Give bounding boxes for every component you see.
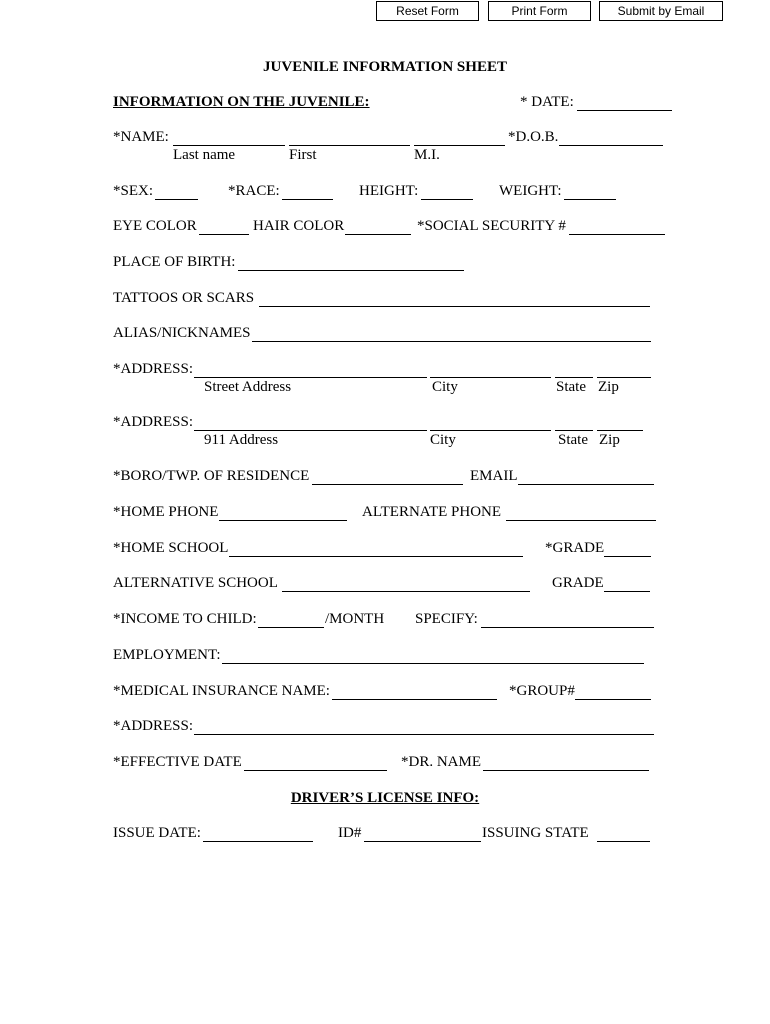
city-911-caption: City [430, 432, 456, 448]
eye-color-label: EYE COLOR [113, 218, 197, 234]
weight-label: WEIGHT: [499, 183, 562, 199]
section-header-juvenile: INFORMATION ON THE JUVENILE: [113, 94, 370, 110]
zip-911-field[interactable] [597, 414, 643, 431]
hair-color-label: HAIR COLOR [253, 218, 345, 234]
city-field[interactable] [430, 361, 551, 378]
dob-label: *D.O.B. [508, 129, 559, 145]
month-label: /MONTH [325, 611, 385, 627]
first-name-field[interactable] [289, 129, 410, 146]
last-name-caption: Last name [173, 147, 236, 163]
page-title: JUVENILE INFORMATION SHEET [263, 59, 507, 75]
issue-date-label: ISSUE DATE: [113, 825, 201, 841]
state-caption: State [556, 379, 586, 395]
issuing-state-field[interactable] [597, 825, 650, 842]
city-caption: City [432, 379, 458, 395]
insurance-name-label: *MEDICAL INSURANCE NAME: [113, 683, 330, 699]
sex-label: *SEX: [113, 183, 154, 199]
group-label: *GROUP# [509, 683, 575, 699]
income-label: *INCOME TO CHILD: [113, 611, 257, 627]
email-field[interactable] [518, 468, 654, 485]
street-address-field[interactable] [194, 361, 427, 378]
city-911-field[interactable] [430, 414, 551, 431]
home-phone-label: *HOME PHONE [113, 504, 219, 520]
id-field[interactable] [364, 825, 481, 842]
section-header-drivers-license: DRIVER’S LICENSE INFO: [290, 790, 480, 806]
name-label: *NAME: [113, 129, 169, 145]
ssn-field[interactable] [569, 218, 665, 235]
print-form-button[interactable]: Print Form [488, 1, 591, 21]
issue-date-field[interactable] [203, 825, 313, 842]
tattoos-label: TATTOOS OR SCARS [113, 290, 255, 306]
alternate-phone-label: ALTERNATE PHONE [362, 504, 502, 520]
group-field[interactable] [575, 683, 651, 700]
alternate-phone-field[interactable] [506, 504, 656, 521]
date-label: * DATE: [520, 94, 574, 110]
boro-field[interactable] [312, 468, 463, 485]
income-field[interactable] [258, 611, 324, 628]
home-phone-field[interactable] [219, 504, 347, 521]
dr-name-label: *DR. NAME [401, 754, 482, 770]
insurance-address-field[interactable] [194, 718, 654, 735]
race-field[interactable] [282, 183, 333, 200]
hair-color-field[interactable] [345, 218, 411, 235]
tattoos-field[interactable] [259, 290, 650, 307]
submit-by-email-button[interactable]: Submit by Email [599, 1, 723, 21]
911-address-field[interactable] [194, 414, 427, 431]
alternative-school-label: ALTERNATIVE SCHOOL [113, 575, 278, 591]
insurance-address-label: *ADDRESS: [113, 718, 194, 734]
grade-field[interactable] [604, 575, 650, 592]
address-label: *ADDRESS: [113, 361, 194, 377]
height-field[interactable] [421, 183, 473, 200]
employment-field[interactable] [222, 647, 644, 664]
middle-initial-field[interactable] [414, 129, 505, 146]
eye-color-field[interactable] [199, 218, 249, 235]
sex-field[interactable] [155, 183, 198, 200]
dr-name-field[interactable] [483, 754, 649, 771]
specify-field[interactable] [481, 611, 654, 628]
date-field[interactable] [577, 94, 672, 111]
home-school-field[interactable] [229, 540, 523, 557]
zip-911-caption: Zip [599, 432, 620, 448]
alias-field[interactable] [252, 325, 651, 342]
weight-field[interactable] [564, 183, 616, 200]
home-school-label: *HOME SCHOOL [113, 540, 229, 556]
ssn-label: *SOCIAL SECURITY # [417, 218, 566, 234]
911-address-caption: 911 Address [204, 432, 279, 448]
dob-field[interactable] [559, 129, 663, 146]
id-label: ID# [338, 825, 362, 841]
zip-caption: Zip [598, 379, 619, 395]
race-label: *RACE: [228, 183, 280, 199]
specify-label: SPECIFY: [415, 611, 478, 627]
alternative-school-field[interactable] [282, 575, 530, 592]
issuing-state-label: ISSUING STATE [482, 825, 589, 841]
alias-label: ALIAS/NICKNAMES [113, 325, 251, 341]
place-of-birth-field[interactable] [238, 254, 464, 271]
employment-label: EMPLOYMENT: [113, 647, 221, 663]
effective-date-label: *EFFECTIVE DATE [113, 754, 242, 770]
zip-field[interactable] [597, 361, 651, 378]
state-field[interactable] [555, 361, 593, 378]
grade-required-field[interactable] [604, 540, 651, 557]
boro-label: *BORO/TWP. OF RESIDENCE [113, 468, 310, 484]
grade-required-label: *GRADE [545, 540, 605, 556]
state-911-field[interactable] [555, 414, 593, 431]
email-label: EMAIL [470, 468, 518, 484]
street-address-caption: Street Address [204, 379, 292, 395]
effective-date-field[interactable] [244, 754, 387, 771]
place-of-birth-label: PLACE OF BIRTH: [113, 254, 236, 270]
first-name-caption: First [289, 147, 317, 163]
reset-form-button[interactable]: Reset Form [376, 1, 479, 21]
insurance-name-field[interactable] [332, 683, 497, 700]
height-label: HEIGHT: [359, 183, 419, 199]
state-911-caption: State [558, 432, 588, 448]
middle-initial-caption: M.I. [414, 147, 440, 163]
last-name-field[interactable] [173, 129, 285, 146]
grade-label: GRADE [552, 575, 604, 591]
address-911-label: *ADDRESS: [113, 414, 194, 430]
